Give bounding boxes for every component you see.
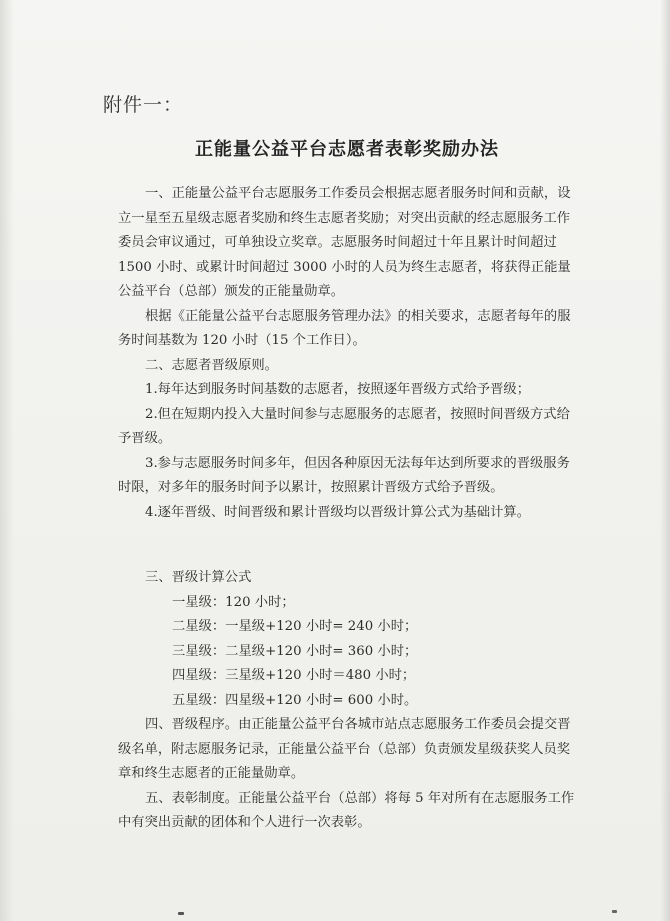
section-1-paragraph-2: 根据《正能量公益平台志愿服务管理办法》的相关要求，志愿者每年的服务时间基数为 120 小时（15 个工作日）。 [118,308,571,348]
formula-five-star: 五星级：四星级+120 小时= 600 小时。 [172,692,418,708]
section-2-item-4: 4.逐年晋级、时间晋级和累计晋级均以晋级计算公式为基础计算。 [145,504,530,520]
section-3-heading: 三、晋级计算公式 [145,570,252,585]
attachment-label: 附件一： [103,94,184,116]
formula-three-star: 三星级：二星级+120 小时= 360 小时； [172,643,418,659]
document-title: 正能量公益平台志愿者表彰奖励办法 [195,139,499,160]
formula-two-star: 二星级：一星级+120 小时= 240 小时； [172,619,418,634]
section-2-heading: 二、志愿者晋级原则。 [145,357,278,373]
formula-one-star: 一星级：120 小时； [172,594,295,610]
section-1-paragraph-1: 一、正能量公益平台志愿服务工作委员会根据志愿者服务时间和贡献，设立一星至五星级志愿者奖励和终生志愿者奖励；对突出贡献的经志愿服务工作委员会审议通过，可单独设立奖章。志愿服务时间超过十年且累计时间超过 1500 小时、或累计时间超过 3000 小时的人员为终生志愿者，将获得正能量公益平台（总部）颁发的正能量勋章。 [118,186,571,299]
formula-four-star: 四星级：三星级+120 小时＝480 小时； [172,668,416,683]
section-2-item-1: 1.每年达到服务时间基数的志愿者，按照逐年晋级方式给予晋级； [145,382,530,397]
scan-artifact-mark [612,910,617,913]
section-2-item-3: 3.参与志愿服务时间多年，但因各种原因无法每年达到所要求的晋级服务时限，对多年的服务时间予以累计，按照累计晋级方式给予晋级。 [118,455,570,495]
section-4-paragraph: 四、晋级程序。由正能量公益平台各城市站点志愿服务工作委员会提交晋级名单，附志愿服务记录，正能量公益平台（总部）负责颁发星级获奖人员奖章和终生志愿者的正能量勋章。 [118,717,571,781]
section-3 [118,566,583,836]
section-1 [118,182,583,525]
scan-artifact-mark [178,912,184,915]
section-2-item-2: 2.但在短期内投入大量时间参与志愿服务的志愿者，按照时间晋级方式给予晋级。 [118,406,570,446]
section-5-paragraph: 五、表彰制度。正能量公益平台（总部）将每 5 年对所有在志愿服务工作中有突出贡献的团体和个人进行一次表彰。 [118,790,575,830]
